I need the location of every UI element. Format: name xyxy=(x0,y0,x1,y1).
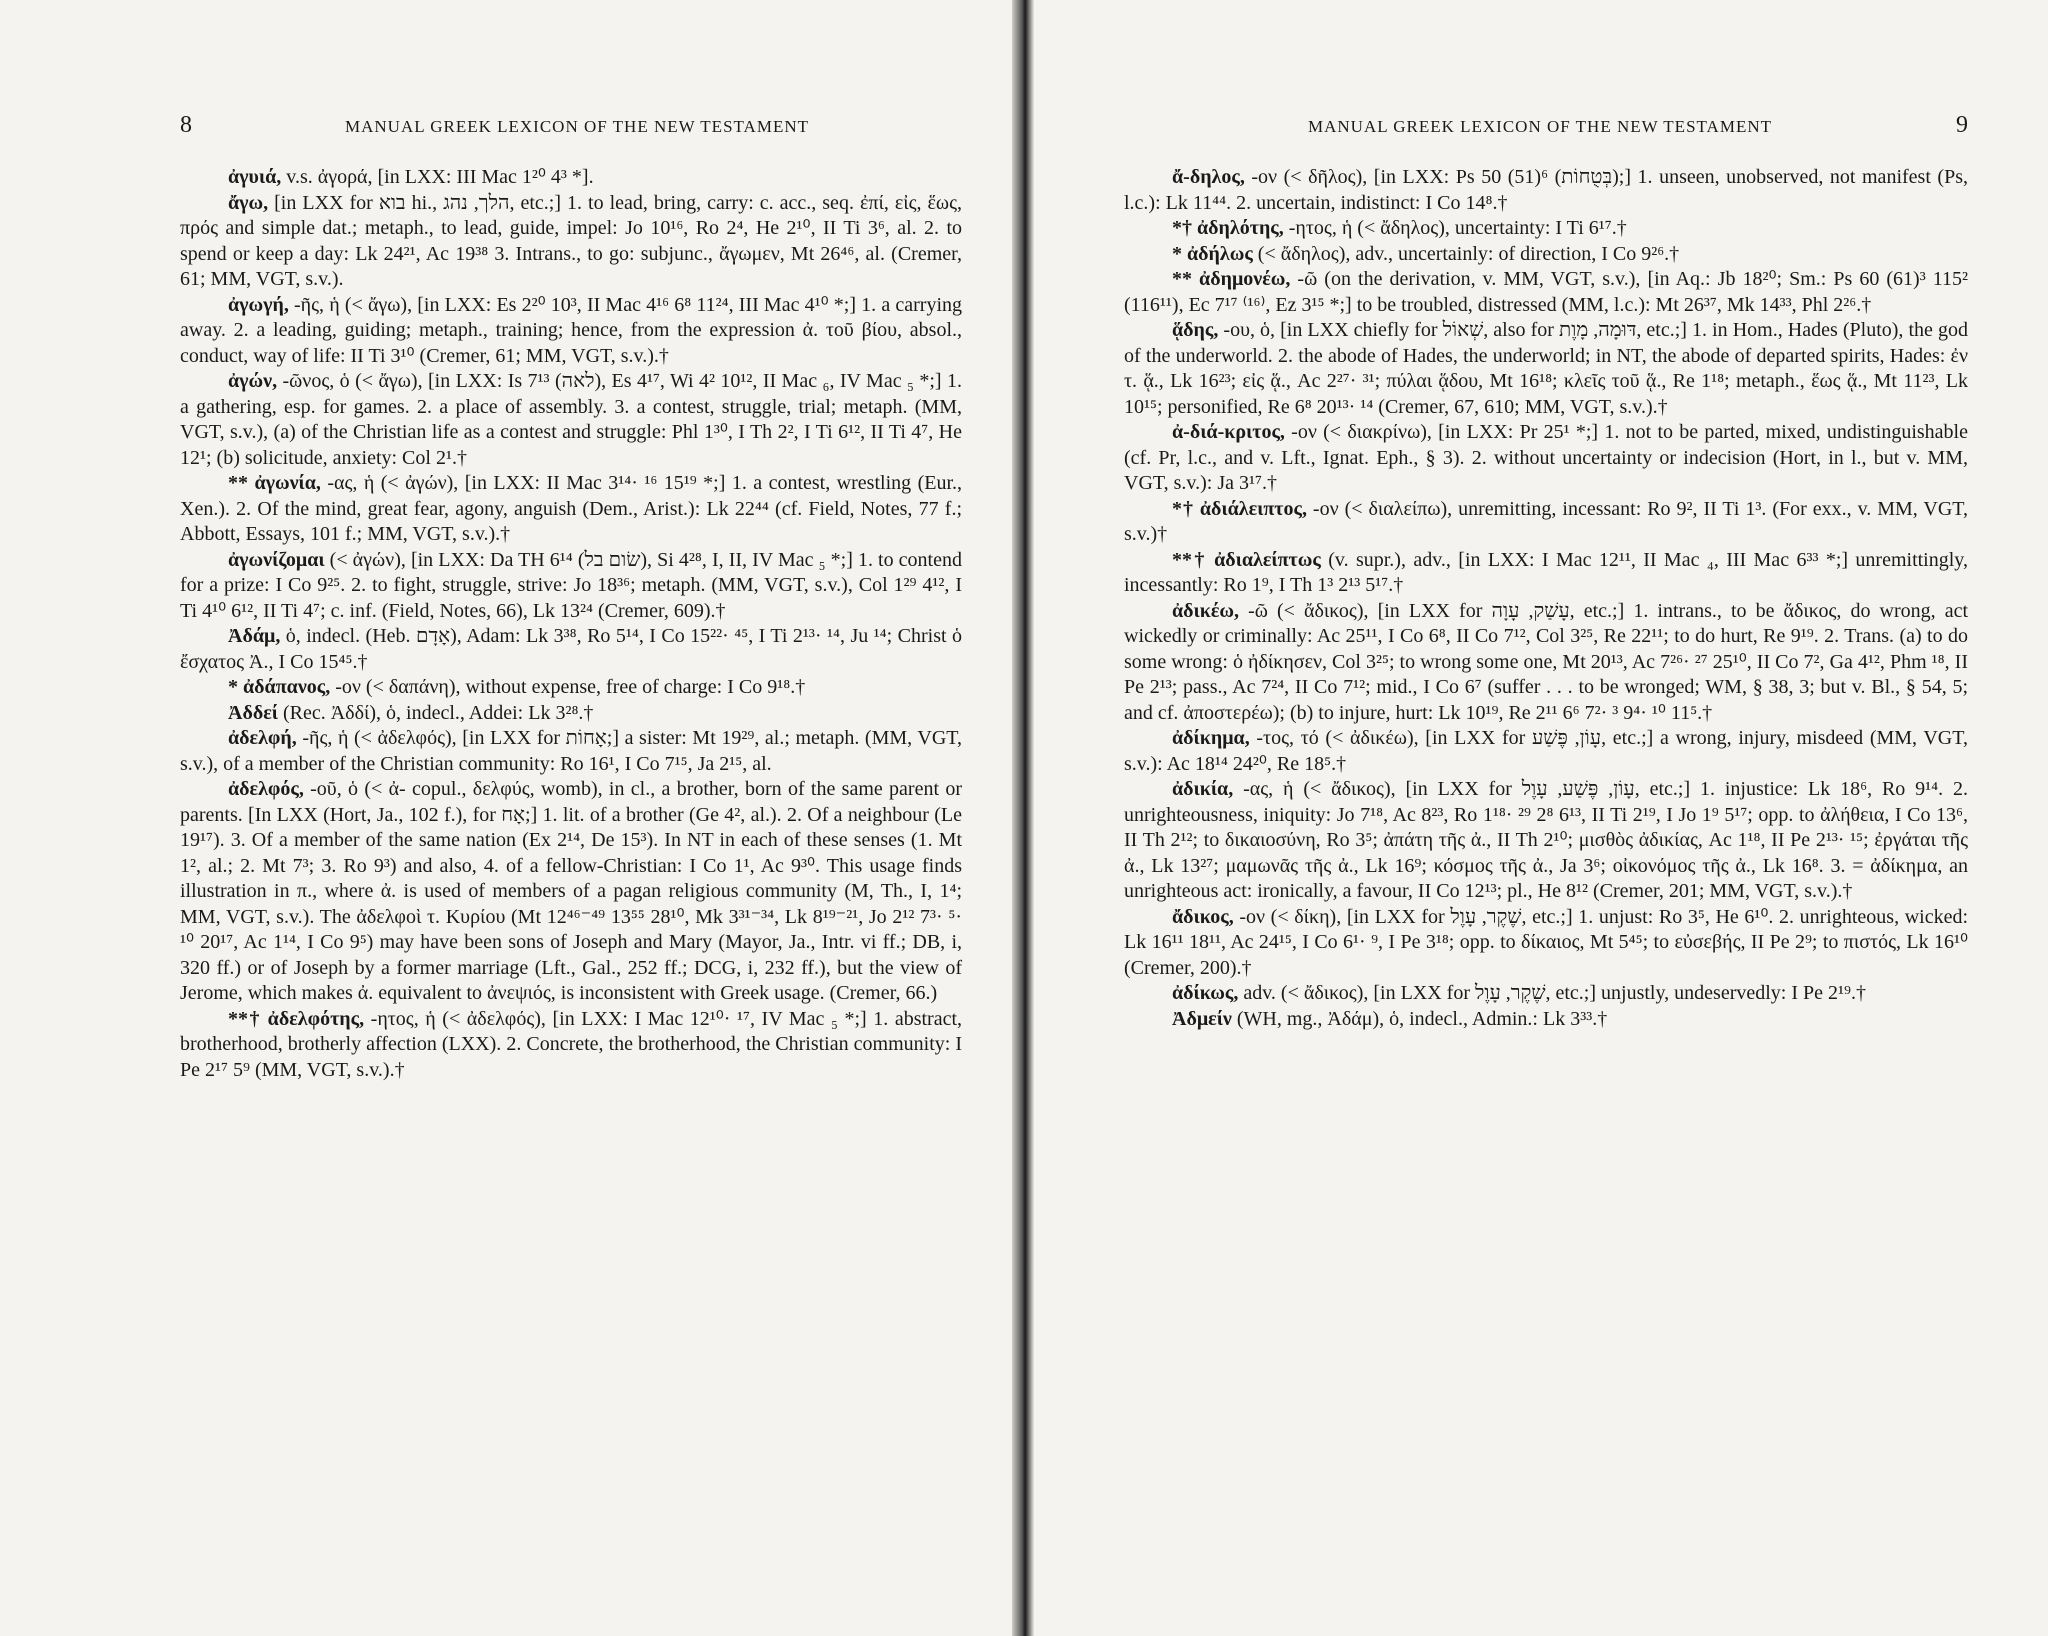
lexicon-entry xyxy=(1124,548,1968,599)
lexicon-entry xyxy=(180,777,962,1007)
lexicon-entry xyxy=(1124,242,1968,268)
entry-text: (Rec. Ἀδδί), ὁ, indecl., Addei: Lk 3²⁸.† xyxy=(277,701,594,724)
left-page-number: 8 xyxy=(180,112,192,138)
left-page xyxy=(0,0,1012,1636)
lexicon-entry xyxy=(1124,318,1968,420)
book-gutter xyxy=(1012,0,1034,1636)
lexicon-entry xyxy=(180,548,962,625)
entry-text: -ον (< δαπάνη), without expense, free of charge: I Co 9¹⁸.† xyxy=(330,676,806,698)
entry-headword: Ἀδμείν xyxy=(1172,1007,1232,1030)
entry-text: -ας, ἡ (< ἄδικος), [in LXX for עָוֹן, פֶּשַׁע, עָוֶל, etc.;] 1. injustice: Lk 18⁶, Ro 9¹⁴. 2. unrighteousness, iniquity: Jo 7¹⁸, Ac 8²³, Ro 1¹⁸· ²⁹ 2⁸ 6¹³, II Ti 2¹⁹, I Jo 1⁹ 5¹⁷; opp. to ἀλήθεια, I Co 13⁶, II Th 2¹²; to δικαιοσύνη, Ro 3⁵; ἀπάτη τῆς ἀ., II Th 2¹⁰; μισθὸς ἀδικίας, Ac 1¹⁸, II Pe 2¹³· ¹⁵; ἐργάται τῆς ἀ., Lk 13²⁷; μαμωνᾶς τῆς ἀ., Lk 16⁹; κόσμος τῆς ἀ., Ja 3⁶; οἰκονόμος τῆς ἀ., Lk 16⁸. 3. = ἀδίκημα, an unrighteous act: ironically, a favour, II Co 12¹³; pl., He 8¹² (Cremer, 201; MM, VGT, s.v.).† xyxy=(1124,778,1968,902)
right-entries xyxy=(1124,165,1968,1032)
lexicon-entry xyxy=(1124,1007,1968,1033)
right-running-title: MANUAL GREEK LEXICON OF THE NEW TESTAMENT xyxy=(1308,117,1772,136)
entry-text: -ῶ (on the derivation, v. MM, VGT, s.v.), [in Aq.: Jb 18²⁰; Sm.: Ps 60 (61)³ 115² (116¹¹), Ec 7¹⁷ ⁽¹⁶⁾, Ez 3¹⁵ *;] to be troubled, distressed (MM, l.c.): Mt 26³⁷, Mk 14³³, Phl 2²⁶.† xyxy=(1124,268,1968,316)
lexicon-entry xyxy=(1124,497,1968,548)
entry-text: -ον (< διαλείπω), unremitting, incessant: Ro 9², II Ti 1³. (For exx., v. MM, VGT, s.v.)† xyxy=(1124,497,1969,545)
entry-headword: ἀγωγή, xyxy=(228,293,289,316)
entry-text: -ας, ἡ (< ἀγών), [in LXX: II Mac 3¹⁴· ¹⁶ 15¹⁹ *;] 1. a contest, wrestling (Eur., Xen.). 2. Of the mind, great fear, agony, anguish (Dem., Arist.): Lk 22⁴⁴ (cf. Field, Notes, 77 f.; Abbott, Essays, 101 f.; MM, VGT, s.v.).† xyxy=(180,472,962,545)
entry-headword: ἀδίκως, xyxy=(1172,982,1239,1004)
lexicon-entry xyxy=(1124,777,1968,905)
lexicon-entry xyxy=(180,471,962,548)
entry-headword: ἀδίκημα, xyxy=(1172,727,1250,749)
entry-text: [in LXX for בוא hi., הלך, נהג, etc.;] 1. to lead, bring, carry: c. acc., seq. ἐπί, εἰς, ἕως, πρός and simple dat.; metaph., to lead, guide, impel: Jo 10¹⁶, Ro 2⁴, He 2¹⁰, II Ti 3⁶, al. 2. to spend or keep a day: Lk 24²¹, Ac 19³⁸ 3. Intrans., to go: subjunc., ἄγωμεν, Mt 26⁴⁶, al. (Cremer, 61; MM, VGT, s.v.). xyxy=(180,191,963,290)
entry-text: -ῶ (< ἄδικος), [in LXX for עָשַׁק, עָוָה, etc.;] 1. intrans., to be ἄδικος, do wrong, act wickedly or criminally: Ac 25¹¹, I Co 6⁸, II Co 7¹², Col 3²⁵, Re 22¹¹; to do hurt, Re 9¹⁹. 2. Trans. (a) to do some wrong: ὁ ἠδίκησεν, Col 3²⁵; to wrong some one, Mt 20¹³, Ac 7²⁶· ²⁷ 25¹⁰, II Co 7², Ga 4¹², Phm ¹⁸, II Pe 2¹³; pass., Ac 7²⁴, II Co 7¹²; mid., I Co 6⁷ (suffer . . . to be wronged; WM, § 38, 3; but v. Bl., § 54, 5; and cf. ἀποστερέω); (b) to injure, hurt: Lk 10¹⁹, Re 2¹¹ 6⁶ 7²· ³ 9⁴· ¹⁰ 11⁵.† xyxy=(1124,599,1969,724)
lexicon-entry xyxy=(1124,267,1968,318)
lexicon-entry xyxy=(180,624,962,675)
entry-headword: ** ἀδημονέω, xyxy=(1172,268,1291,290)
entry-headword: ᾅδης, xyxy=(1172,319,1219,341)
entry-headword: ἀδελφός, xyxy=(228,778,304,800)
entry-text: -ον (< δίκη), [in LXX for שֶׁקֶר, עָוֶל, etc.;] 1. unjust: Ro 3⁵, He 6¹⁰. 2. unrighteous, wicked: Lk 16¹¹ 18¹¹, Ac 24¹⁵, I Co 6¹· ⁹, I Pe 3¹⁸; opp. to δίκαιος, Mt 5⁴⁵; to εὐσεβής, II Pe 2⁹; to πιστός, Lk 16¹⁰ (Cremer, 200).† xyxy=(1124,905,1969,979)
right-page xyxy=(1034,0,2048,1636)
lexicon-entry xyxy=(180,726,962,777)
lexicon-entry xyxy=(1124,981,1968,1007)
entry-headword: ἀδικία, xyxy=(1172,778,1234,800)
entry-headword: ἄ-δηλος, xyxy=(1172,166,1245,188)
entry-headword: ἀγυιά, xyxy=(228,166,282,188)
lexicon-entry xyxy=(180,165,962,191)
entry-text: -ῶνος, ὁ (< ἄγω), [in LXX: Is 7¹³ (לאה), Es 4¹⁷, Wi 4² 10¹², II Mac ₆, IV Mac ₅ *;] 1. a gathering, esp. for games. 2. a place of assembly. 3. a contest, struggle, trial; metaph. (MM, VGT, s.v.), (a) of the Christian life as a contest and struggle: Phl 1³⁰, I Th 2², I Ti 6¹², II Ti 4⁷, He 12¹; (b) solicitude, anxiety: Col 2¹.† xyxy=(180,370,962,469)
entry-headword: *† ἀδηλότης, xyxy=(1172,217,1284,239)
entry-text: -ῆς, ἡ (< ἄγω), [in LXX: Es 2²⁰ 10³, II Mac 4¹⁶ 6⁸ 11²⁴, III Mac 4¹⁰ *;] 1. a carrying away. 2. a leading, guiding; metaph., training; hence, from the expression ἀ. τοῦ βίου, absol., conduct, way of life: II Ti 3¹⁰ (Cremer, 61; MM, VGT, s.v.).† xyxy=(180,293,962,367)
entry-headword: **† ἀδελφότης, xyxy=(228,1007,365,1030)
lexicon-entry xyxy=(180,1007,962,1084)
entry-text: adv. (< ἄδικος), [in LXX for שֶׁקֶר, עָוֶל, etc.;] unjustly, undeservedly: I Pe 2¹⁹.† xyxy=(1238,982,1866,1004)
right-page-number: 9 xyxy=(1956,112,1968,138)
entry-text: -ητος, ἡ (< ἀδελφός), [in LXX: I Mac 12¹⁰· ¹⁷, IV Mac ₅ *;] 1. abstract, brotherhood, brotherly affection (LXX). 2. Concrete, the brotherhood, the Christian community: I Pe 2¹⁷ 5⁹ (MM, VGT, s.v.).† xyxy=(180,1007,963,1081)
entry-text: ὁ, indecl. (Heb. אָדָם), Adam: Lk 3³⁸, Ro 5¹⁴, I Co 15²²· ⁴⁵, I Ti 2¹³· ¹⁴, Ju ¹⁴; Christ ὁ ἔσχατος Ἀ., I Co 15⁴⁵.† xyxy=(180,625,962,673)
lexicon-entry xyxy=(1124,599,1968,727)
entry-headword: ἀδικέω, xyxy=(1172,599,1240,622)
entry-text: (< ἀγών), [in LXX: Da TH 6¹⁴ (שׂום בל), Si 4²⁸, I, II, IV Mac ₅ *;] 1. to contend for a prize: I Co 9²⁵. 2. to fight, struggle, strive: Jo 18³⁶; metaph. (MM, VGT, s.v.), Col 1²⁹ 4¹², I Ti 4¹⁰ 6¹², II Ti 4⁷; c. inf. (Field, Notes, 66), Lk 13²⁴ (Cremer, 609).† xyxy=(180,548,962,622)
lexicon-entry xyxy=(1124,726,1968,777)
lexicon-entry xyxy=(1124,216,1968,242)
entry-headword: **† ἀδιαλείπτως xyxy=(1172,548,1321,571)
entry-headword: ἀγωνίζομαι xyxy=(228,548,325,571)
entry-text: -ου, ὁ, [in LXX chiefly for שְׁאוֹל, also for דּוּמָה, מָוֶת, etc.;] 1. in Hom., Hades (Pluto), the god of the underworld. 2. the abode of Hades, the underworld; in NT, the abode of departed spirits, Hades: ἐν τ. ᾅ., Lk 16²³; εἰς ᾅ., Ac 2²⁷· ³¹; πύλαι ᾅδου, Mt 16¹⁸; κλεῖς τοῦ ᾅ., Re 1¹⁸; metaph., ἕως ᾅ., Mt 11²³, Lk 10¹⁵; personified, Re 6⁸ 20¹³· ¹⁴ (Cremer, 67, 610; MM, VGT, s.v.).† xyxy=(1124,319,1968,418)
entry-text: -ον (< δῆλος), [in LXX: Ps 50 (51)⁶ (בְּטֻחוֹת);] 1. unseen, unobserved, not manifest (Ps, l.c.): Lk 11⁴⁴. 2. uncertain, indistinct: I Co 14⁸.† xyxy=(1124,166,1968,214)
entry-headword: Ἀδδεί xyxy=(228,701,278,724)
entry-text: (WH, mg., Ἀδάμ), ὁ, indecl., Admin.: Lk 3³³.† xyxy=(1231,1007,1608,1030)
lexicon-entry xyxy=(1124,420,1968,497)
lexicon-entry xyxy=(1124,905,1968,982)
lexicon-entry xyxy=(1124,165,1968,216)
entry-headword: * ἀδάπανος, xyxy=(228,676,331,698)
entry-headword: *† ἀδιάλειπτος, xyxy=(1172,497,1307,520)
left-running-title: MANUAL GREEK LEXICON OF THE NEW TESTAMENT xyxy=(345,117,809,136)
entry-headword: ἀγών, xyxy=(228,370,278,392)
right-page-header xyxy=(1124,112,1968,139)
entry-text: (v. supr.), adv., [in LXX: I Mac 12¹¹, II Mac ₄, III Mac 6³³ *;] unremittingly, incessantly: Ro 1⁹, I Th 1³ 2¹³ 5¹⁷.† xyxy=(1124,548,1968,596)
lexicon-entry xyxy=(180,675,962,701)
entry-headword: * ἀδήλως xyxy=(1172,242,1253,265)
left-page-header xyxy=(180,112,962,139)
entry-headword: Ἀδάμ, xyxy=(228,625,281,647)
entry-text: -οῦ, ὁ (< ἀ- copul., δελφύς, womb), in cl., a brother, born of the same parent or parents. [In LXX (Hort, Ja., 102 f.), for אָח;] 1. lit. of a brother (Ge 4², al.). 2. Of a neighbour (Le 19¹⁷). 3. Of a member of the same nation (Ex 2¹⁴, De 15³). In NT in each of these senses (1. Mt 1², al.; 2. Mt 7³; 3. Ro 9³) and also, 4. of a fellow-Christian: I Co 1¹, Ac 9³⁰. This usage finds illustration in π., where ἀ. is used of members of a pagan religious community (M, Th., I, 1⁴; MM, VGT, s.v.). The ἀδελφοὶ τ. Κυρίου (Mt 12⁴⁶⁻⁴⁹ 13⁵⁵ 28¹⁰, Mk 3³¹⁻³⁴, Lk 8¹⁹⁻²¹, Jo 2¹² 7³· ⁵· ¹⁰ 20¹⁷, Ac 1¹⁴, I Co 9⁵) may have been sons of Joseph and Mary (Mayor, Ja., Intr. vi ff.; DB, i, 320 ff.) or of Joseph by a former marriage (Lft., Gal., 252 ff.; DCG, i, 232 ff.), but the view of Jerome, which makes ἀ. equivalent to ἀνεψιός, is inconsistent with Greek usage. (Cremer, 66.) xyxy=(180,778,962,1004)
entry-headword: ἄδικος, xyxy=(1172,905,1234,928)
entry-text: v.s. ἀγορά, [in LXX: III Mac 1²⁰ 4³ *]. xyxy=(281,166,594,188)
entry-headword: ἄγω, xyxy=(228,191,269,214)
entry-headword: ἀ-διά-κριτος, xyxy=(1172,421,1285,443)
entry-headword: ** ἀγωνία, xyxy=(228,472,321,494)
entry-text: -τος, τό (< ἀδικέω), [in LXX for עָוֹן, פֶּשַׁע, etc.;] a wrong, injury, misdeed (MM, VGT, s.v.): Ac 18¹⁴ 24²⁰, Re 18⁵.† xyxy=(1124,727,1968,775)
left-entries xyxy=(180,165,962,1083)
lexicon-entry xyxy=(180,191,962,293)
lexicon-entry xyxy=(180,701,962,727)
entry-text: -ητος, ἡ (< ἄδηλος), uncertainty: I Ti 6¹⁷.† xyxy=(1283,217,1627,239)
entry-text: -ον (< διακρίνω), [in LXX: Pr 25¹ *;] 1. not to be parted, mixed, undistinguishable (cf. Pr, l.c., and v. Lft., Ignat. Eph., § 3). 2. without uncertainty or indecision (Hort, in l., but v. MM, VGT, s.v.): Ja 3¹⁷.† xyxy=(1124,421,1968,494)
lexicon-entry xyxy=(180,293,962,370)
lexicon-entry xyxy=(180,369,962,471)
entry-text: -ῆς, ἡ (< ἀδελφός), [in LXX for אָחוֹת;] a sister: Mt 19²⁹, al.; metaph. (MM, VGT, s.v.), of a member of the Christian community: Ro 16¹, I Co 7¹⁵, Ja 2¹⁵, al. xyxy=(180,727,962,775)
entry-text: (< ἄδηλος), adv., uncertainly: of direction, I Co 9²⁶.† xyxy=(1252,242,1680,265)
entry-headword: ἀδελφή, xyxy=(228,727,297,749)
